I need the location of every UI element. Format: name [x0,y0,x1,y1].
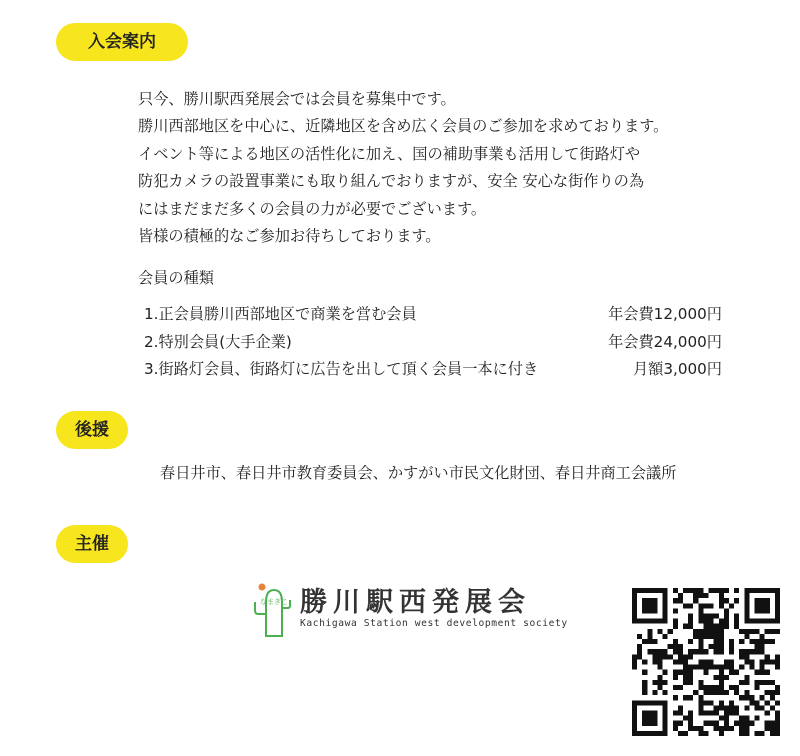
support-title-badge: 後援 [56,411,128,449]
supporters-list: 春日井市、春日井市教育委員会、かすがい市民文化財団、春日井商工会議所 [160,464,677,482]
logo-name: 勝川駅西発展会 [300,587,531,618]
intro-line: 勝川西部地区を中心に、近隣地区を含め広く会員のご参加を求めております。 [138,117,669,136]
intro-line: 皆様の積極的なご参加お待ちしております。 [138,227,441,246]
intro-line: 防犯カメラの設置事業にも取り組んでおりますが、安全 安心な街作りの為 [138,172,645,191]
qr-code [632,588,780,736]
organizer-title-badge: 主催 [56,525,128,563]
member-type-fee: 月額3,000円 [632,360,722,378]
member-types-heading: 会員の種類 [138,269,214,287]
cactus-mascot-icon [252,582,292,638]
member-type-desc: 1.正会員勝川西部地区で商業を営む会員 [144,305,417,323]
logo-mark-text: なまぎこ [260,598,288,606]
member-type-desc: 2.特別会員(大手企業) [144,333,292,351]
intro-line: にはまだまだ多くの会員の力が必要でございます。 [138,199,487,218]
logo-subtitle: Kachigawa Station west development society [300,618,568,629]
member-type-fee: 年会費24,000円 [608,333,722,351]
membership-intro [138,86,758,250]
intro-line: 只今、勝川駅西発展会では会員を募集中です。 [138,90,456,108]
membership-title-badge: 入会案内 [56,23,188,61]
member-type-fee: 年会費12,000円 [608,305,722,323]
member-type-desc: 3.街路灯会員、街路灯に広告を出して頂く会員一本に付き [144,360,539,378]
organizer-logo [252,580,568,640]
intro-line: イベント等による地区の活性化に加え、国の補助事業も活用して街路灯や [138,144,641,163]
